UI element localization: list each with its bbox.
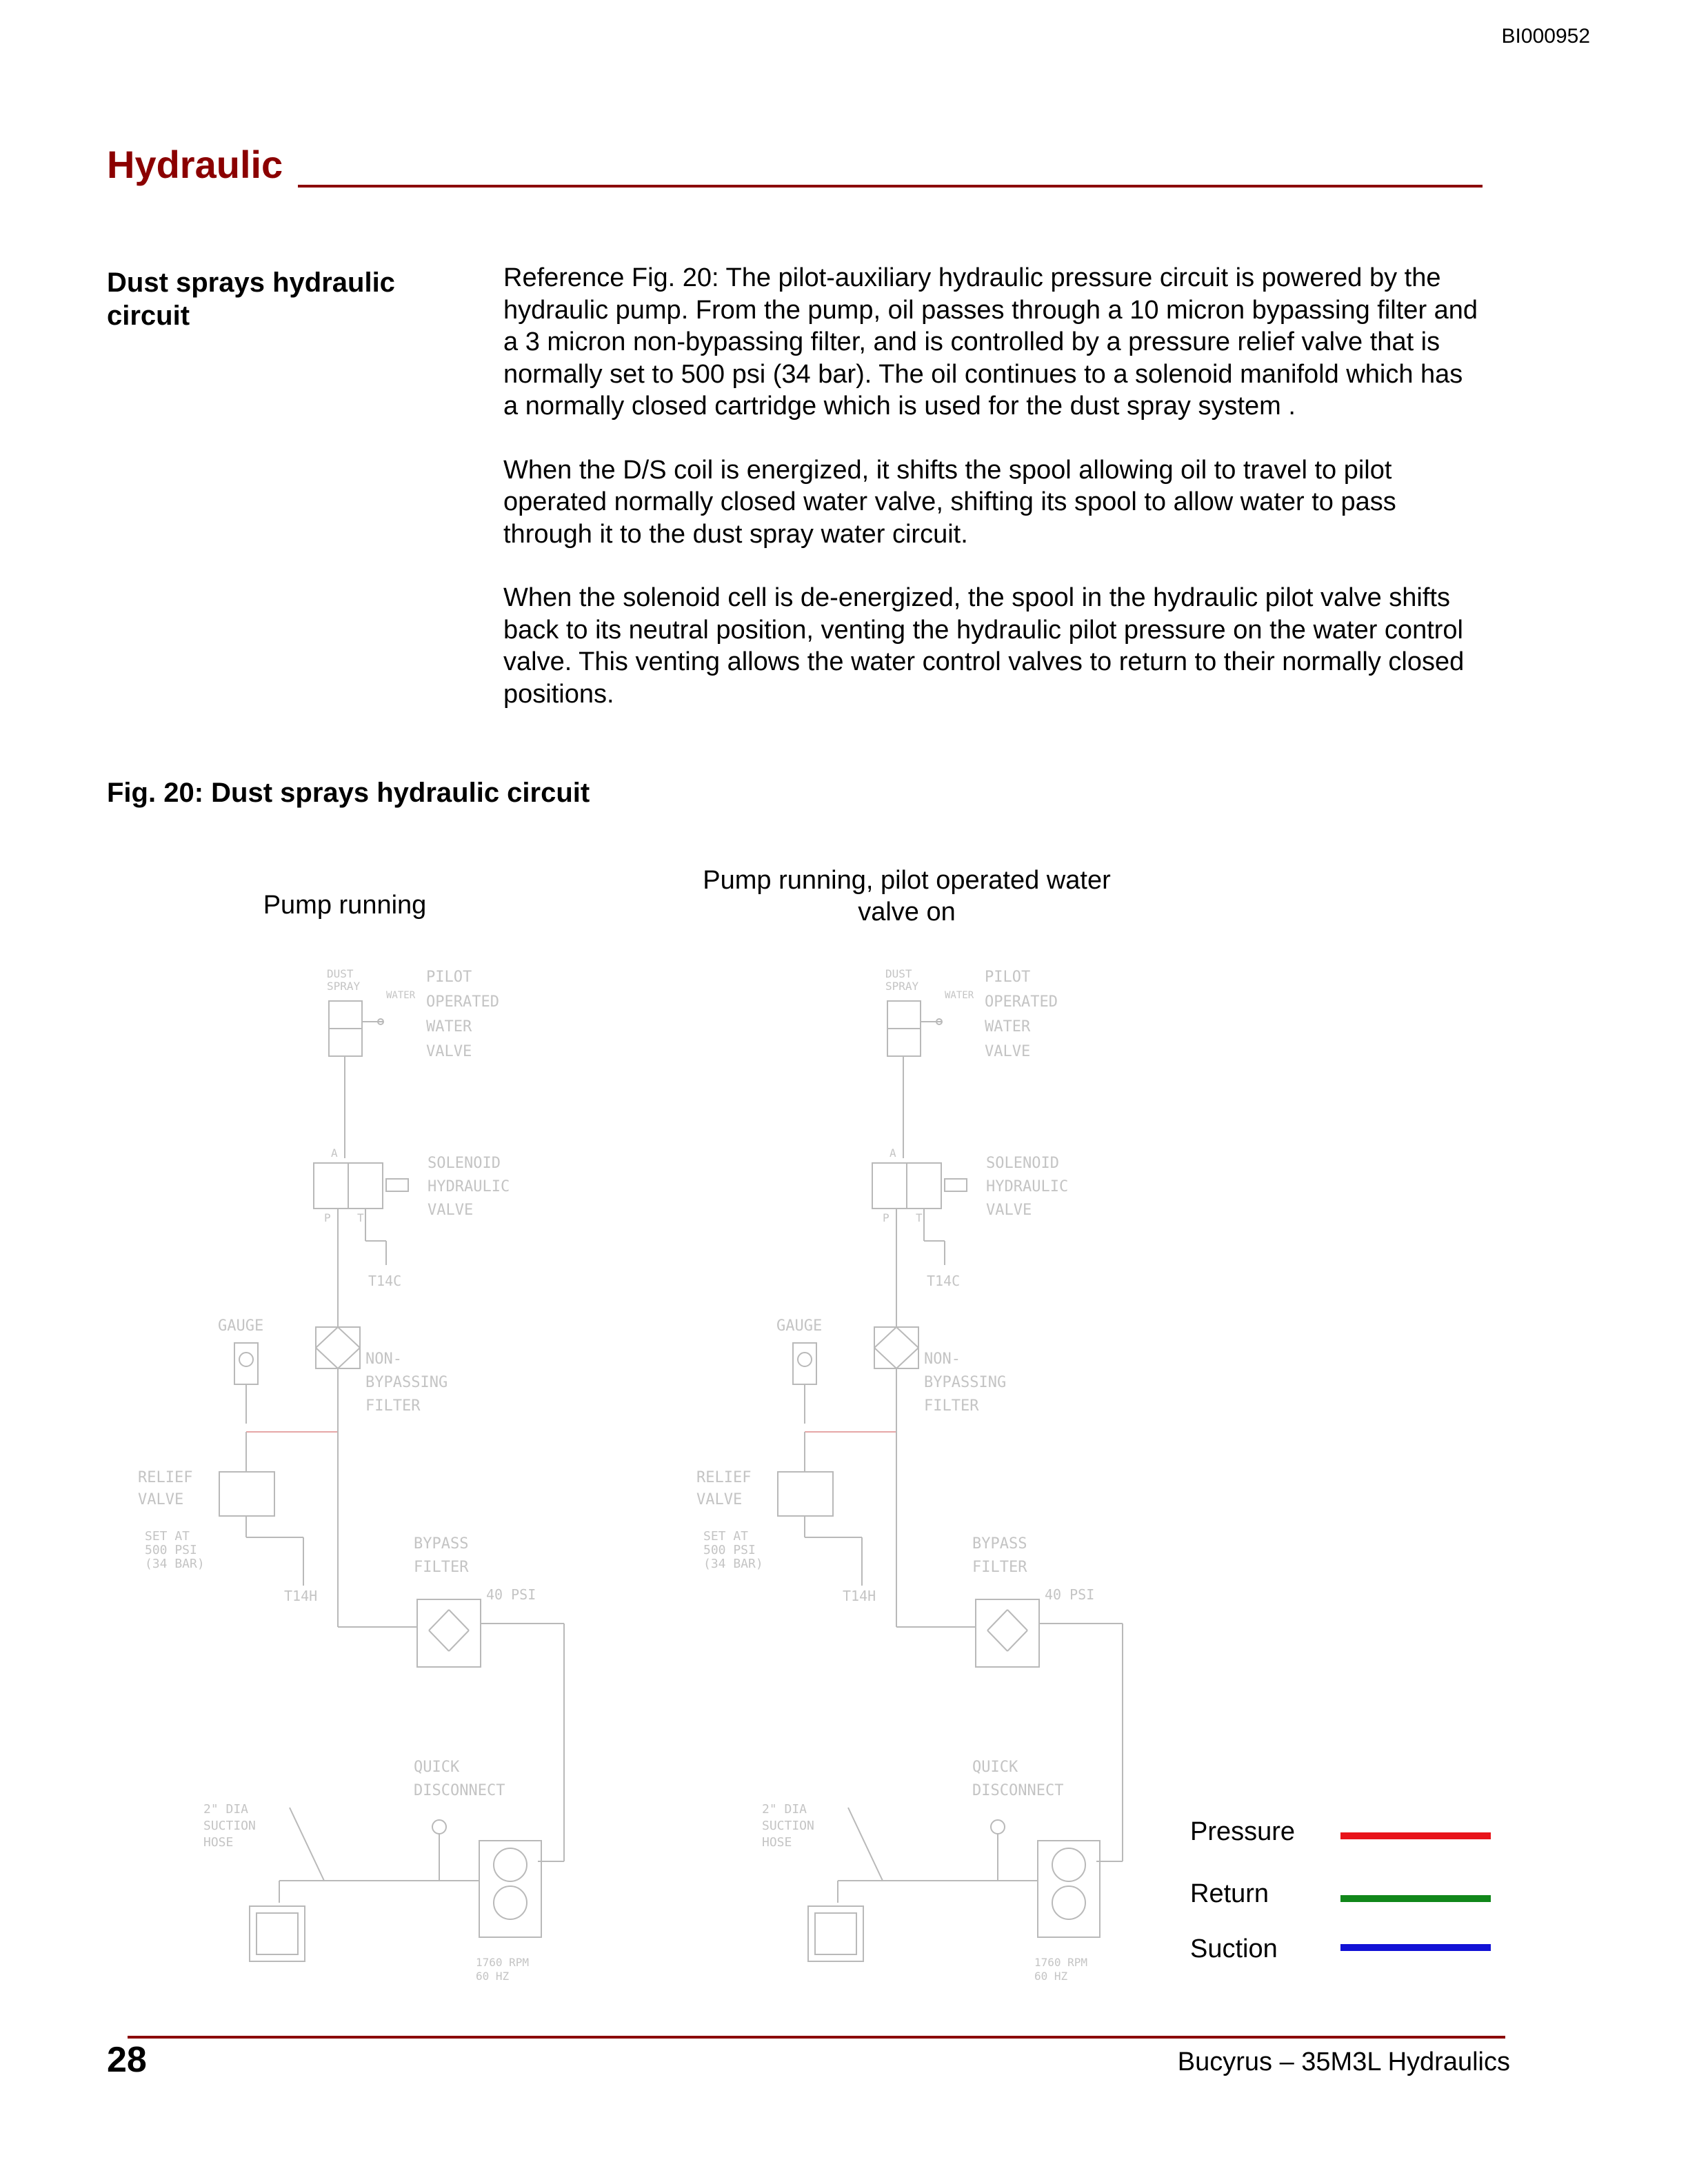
suction-hose-label: 2" DIA: [203, 1802, 249, 1817]
port-a-label: A: [331, 1146, 338, 1160]
filter-diamond: [1007, 1630, 1027, 1651]
bypass-psi-label: 40 PSI: [486, 1586, 536, 1603]
relief-valve-label: VALVE: [696, 1491, 743, 1508]
quick-disconnect-icon: [432, 1820, 446, 1834]
pump-icon: [1052, 1886, 1085, 1919]
non-bypass-filter-label: BYPASSING: [365, 1374, 448, 1391]
port-t-label: T: [357, 1211, 364, 1224]
filter-diamond: [874, 1327, 896, 1348]
relief-valve-label: RELIEF: [696, 1469, 752, 1486]
suction-hose-leader: [290, 1808, 324, 1881]
t14h-label: T14H: [284, 1588, 318, 1604]
non-bypass-filter-label: NON-: [365, 1351, 402, 1368]
t14c-label: T14C: [368, 1273, 402, 1289]
pump-group-symbol: [1038, 1841, 1100, 1937]
suction-hose-leader: [848, 1808, 883, 1881]
gauge-label: GAUGE: [218, 1317, 264, 1335]
schematic-panel: [138, 967, 564, 1983]
dust-spray-label: DUST: [885, 967, 912, 980]
document-id: BI000952: [1501, 25, 1590, 48]
filter-diamond: [896, 1348, 918, 1368]
non-bypass-filter-label: FILTER: [365, 1397, 421, 1415]
figure-caption: Fig. 20: Dust sprays hydraulic circuit: [107, 778, 590, 808]
pilot-valve-label: VALVE: [426, 1043, 472, 1060]
quick-disconnect-label: QUICK: [414, 1759, 460, 1776]
solenoid-valve-label: HYDRAULIC: [428, 1178, 510, 1195]
bypass-filter-label: BYPASS: [414, 1535, 469, 1553]
body-paragraph: Reference Fig. 20: The pilot-auxiliary hydraulic pressure circuit is powered by the hydraulic pump. From the pump, oil passes through a 10 micron bypassing filter and a 3 micron non-bypassing filter, and is controlled by a pressure relief valve that is normally set to 500 psi (34 bar). The oil continues to a solenoid manifold which has a normally closed cartridge which is used for the dust spray system .: [503, 263, 1478, 421]
section-title: Hydraulic: [107, 143, 283, 186]
filter-diamond: [316, 1348, 338, 1368]
bypass-filter-symbol: [976, 1599, 1039, 1667]
footer-rule: [128, 2036, 1505, 2039]
motor-rating-label: 60 HZ: [476, 1970, 510, 1983]
pump-group-symbol: [479, 1841, 541, 1937]
filter-diamond: [338, 1348, 360, 1368]
panel-label-pump-running: Pump running: [263, 891, 427, 920]
gauge-icon: [798, 1353, 812, 1366]
pilot-valve-label: OPERATED: [426, 993, 499, 1011]
bypass-psi-label: 40 PSI: [1045, 1586, 1095, 1603]
relief-setting-label: 500 PSI: [703, 1543, 756, 1557]
pump-icon: [494, 1848, 527, 1881]
tank-symbol: [250, 1906, 305, 1961]
motor-rating-label: 60 HZ: [1034, 1970, 1068, 1983]
legend-label-return: Return: [1190, 1879, 1269, 1908]
non-bypass-filter-symbol: [874, 1327, 918, 1368]
pump-icon: [494, 1886, 527, 1919]
filter-diamond: [987, 1630, 1007, 1651]
suction-hose-label: SUCTION: [762, 1819, 814, 1833]
bypass-filter-symbol: [417, 1599, 481, 1667]
relief-valve-label: VALVE: [138, 1491, 184, 1508]
bypass-filter-label: BYPASS: [972, 1535, 1027, 1553]
solenoid-valve-label: SOLENOID: [986, 1155, 1059, 1172]
relief-valve-symbol: [219, 1472, 274, 1516]
tank-inner: [815, 1913, 856, 1954]
body-text: [503, 262, 1483, 742]
pump-icon: [1052, 1848, 1085, 1881]
pilot-valve-label: PILOT: [426, 969, 472, 986]
solenoid-valve-label: VALVE: [986, 1202, 1032, 1219]
suction-hose-label: HOSE: [203, 1835, 234, 1850]
gauge-icon: [239, 1353, 253, 1366]
pilot-valve-label: WATER: [985, 1018, 1031, 1035]
solenoid-valve-label: HYDRAULIC: [986, 1178, 1069, 1195]
relief-valve-symbol: [778, 1472, 833, 1516]
hydraulic-schematic: [0, 938, 1688, 2013]
dust-spray-label: DUST: [327, 967, 354, 980]
filter-diamond: [1007, 1610, 1027, 1630]
legend-line-return: [1340, 1895, 1491, 1902]
pilot-valve-label: PILOT: [985, 969, 1031, 986]
suction-hose-label: 2" DIA: [762, 1802, 807, 1817]
t14c-label: T14C: [927, 1273, 961, 1289]
filter-diamond: [429, 1630, 449, 1651]
legend-label-suction: Suction: [1190, 1934, 1278, 1963]
legend-line-suction: [1340, 1944, 1491, 1951]
tank-inner: [257, 1913, 298, 1954]
title-rule: [298, 185, 1483, 188]
solenoid-coil-icon: [945, 1179, 967, 1191]
pilot-valve-label: VALVE: [985, 1043, 1031, 1060]
pilot-valve-label: WATER: [426, 1018, 472, 1035]
port-p-label: P: [883, 1211, 890, 1224]
non-bypass-filter-symbol: [316, 1327, 360, 1368]
filter-diamond: [429, 1610, 449, 1630]
side-heading: Dust sprays hydraulic circuit: [107, 267, 395, 331]
page-number: 28: [107, 2040, 147, 2080]
panel-label-valve-on: Pump running, pilot operated water valve on: [703, 866, 1111, 927]
filter-diamond: [896, 1327, 918, 1348]
legend-label-pressure: Pressure: [1190, 1817, 1296, 1846]
port-p-label: P: [324, 1211, 331, 1224]
gauge-symbol: [234, 1343, 258, 1384]
filter-diamond: [316, 1327, 338, 1348]
tank-symbol: [808, 1906, 863, 1961]
port-a-label: A: [890, 1146, 896, 1160]
relief-setting-label: (34 BAR): [703, 1557, 763, 1571]
quick-disconnect-icon: [991, 1820, 1005, 1834]
non-bypass-filter-label: FILTER: [924, 1397, 979, 1415]
solenoid-coil-icon: [386, 1179, 408, 1191]
suction-hose-label: HOSE: [762, 1835, 792, 1850]
quick-disconnect-label: DISCONNECT: [972, 1782, 1064, 1799]
relief-setting-label: SET AT: [145, 1529, 190, 1544]
gauge-label: GAUGE: [776, 1317, 823, 1335]
body-paragraph: When the solenoid cell is de-energized, the spool in the hydraulic pilot valve shifts back to its neutral position, venting the hydraulic pilot pressure on the water control valve. This venting allows the water control valves to return to their normally closed positions.: [503, 583, 1465, 709]
solenoid-valve-label: VALVE: [428, 1202, 474, 1219]
relief-setting-label: (34 BAR): [145, 1557, 205, 1571]
port-t-label: T: [916, 1211, 923, 1224]
gauge-symbol: [793, 1343, 816, 1384]
schematic-panel: [696, 967, 1123, 1983]
dust-spray-label: SPRAY: [885, 980, 919, 993]
motor-rating-label: 1760 RPM: [476, 1956, 530, 1969]
legend-line-pressure: [1340, 1832, 1491, 1839]
footer-text: Bucyrus – 35M3L Hydraulics: [1177, 2048, 1510, 2076]
non-bypass-filter-label: NON-: [924, 1351, 961, 1368]
quick-disconnect-label: DISCONNECT: [414, 1782, 505, 1799]
water-label: WATER: [945, 990, 974, 1001]
relief-setting-label: SET AT: [703, 1529, 749, 1544]
filter-diamond: [449, 1630, 469, 1651]
filter-diamond: [874, 1348, 896, 1368]
solenoid-valve-label: SOLENOID: [428, 1155, 501, 1172]
non-bypass-filter-label: BYPASSING: [924, 1374, 1007, 1391]
bypass-filter-label: FILTER: [414, 1559, 469, 1576]
relief-valve-label: RELIEF: [138, 1469, 193, 1486]
quick-disconnect-label: QUICK: [972, 1759, 1018, 1776]
filter-diamond: [449, 1610, 469, 1630]
body-paragraph: When the D/S coil is energized, it shifts the spool allowing oil to travel to pilot operated normally closed water valve, shifting its spool to allow water to pass through it to the dust spray water circuit.: [503, 455, 1396, 549]
dust-spray-label: SPRAY: [327, 980, 361, 993]
filter-diamond: [987, 1610, 1007, 1630]
pilot-valve-label: OPERATED: [985, 993, 1058, 1011]
filter-diamond: [338, 1327, 360, 1348]
suction-hose-label: SUCTION: [203, 1819, 256, 1833]
relief-setting-label: 500 PSI: [145, 1543, 197, 1557]
water-label: WATER: [386, 990, 416, 1001]
bypass-filter-label: FILTER: [972, 1559, 1027, 1576]
motor-rating-label: 1760 RPM: [1034, 1956, 1088, 1969]
t14h-label: T14H: [843, 1588, 876, 1604]
